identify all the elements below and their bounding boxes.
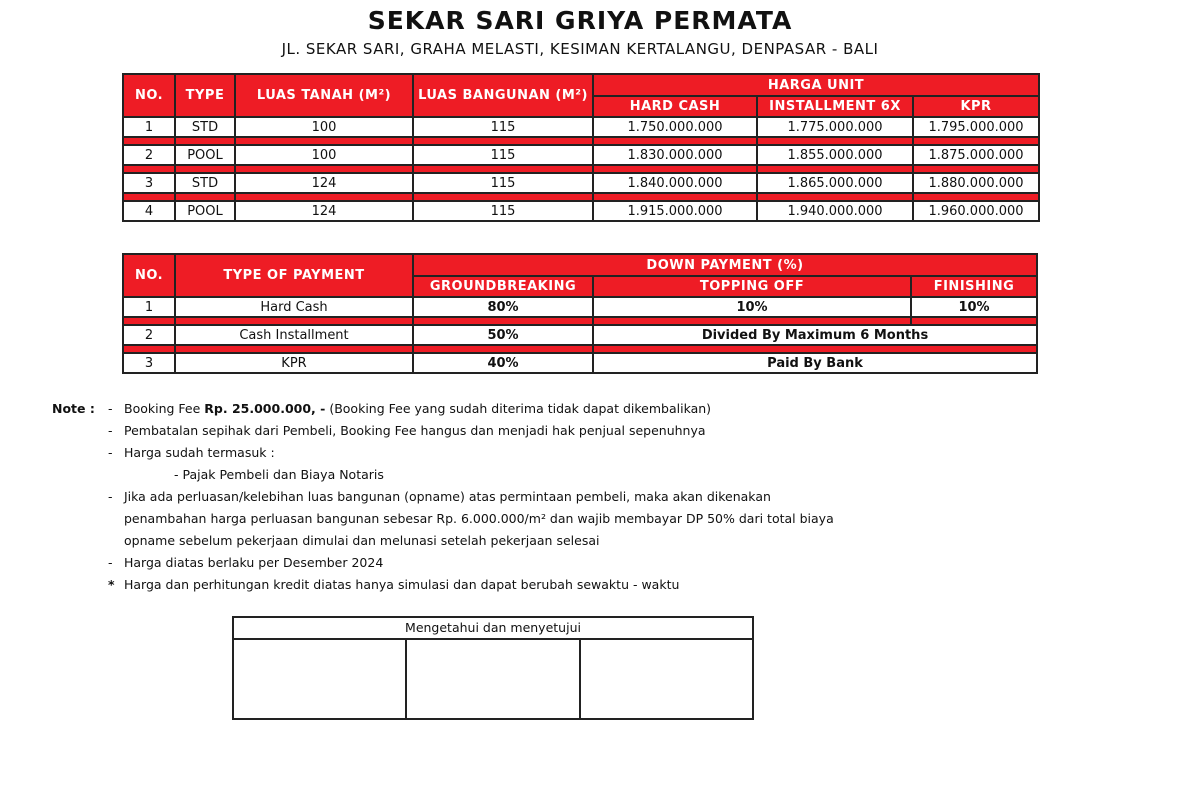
cell-type: STD [175, 173, 235, 193]
cell-building: 115 [413, 145, 593, 165]
cell-installment: 1.865.000.000 [757, 173, 913, 193]
dash-bullet: - [108, 445, 113, 460]
cell-no: 4 [123, 201, 175, 221]
cell-building: 115 [413, 201, 593, 221]
cell-type: STD [175, 117, 235, 137]
table-row [123, 325, 1037, 345]
row-separator [123, 345, 1037, 353]
note-text: Jika ada perluasan/kelebihan luas bangunan (opname) atas permintaan pembeli, maka akan dikenakan [124, 489, 771, 504]
col-header-groundbreaking: GROUNDBREAKING [413, 276, 593, 297]
cell-land: 100 [235, 117, 413, 137]
approval-box [232, 616, 754, 720]
booking-fee-prefix: Booking Fee [124, 401, 201, 416]
cell-installment: 1.775.000.000 [757, 117, 913, 137]
note-text: opname sebelum pekerjaan dimulai dan melunasi setelah pekerjaan selesai [124, 533, 600, 548]
row-separator [123, 165, 1039, 173]
cell-remaining-payment: Paid By Bank [593, 353, 1037, 373]
cell-remaining-payment: Divided By Maximum 6 Months [593, 325, 1037, 345]
col-header-unit-price: HARGA UNIT [593, 74, 1039, 96]
cell-groundbreaking: 50% [413, 325, 593, 345]
table-row [123, 201, 1039, 221]
cell-type: POOL [175, 145, 235, 165]
cell-payment-type: Cash Installment [175, 325, 413, 345]
cell-installment: 1.855.000.000 [757, 145, 913, 165]
cell-kpr: 1.875.000.000 [913, 145, 1039, 165]
note-validity [52, 552, 952, 574]
table-row [123, 173, 1039, 193]
note-includes-item [52, 464, 952, 486]
col-header-type-of-payment: TYPE OF PAYMENT [175, 254, 413, 297]
note-expansion-cont [52, 508, 952, 530]
note-text: Pembatalan sepihak dari Pembeli, Booking Fee hangus dan menjadi hak penjual sepenuhnya [124, 423, 706, 438]
cell-hard-cash: 1.750.000.000 [593, 117, 757, 137]
note-expansion-cont [52, 530, 952, 552]
col-header-land-area: LUAS TANAH (M²) [235, 74, 413, 117]
booking-fee-amount: Rp. 25.000.000, - [204, 401, 326, 416]
col-header-installment: INSTALLMENT 6X [757, 96, 913, 117]
note-cancellation [52, 420, 952, 442]
signature-cell [234, 640, 407, 720]
payment-table [122, 253, 1038, 374]
cell-installment: 1.940.000.000 [757, 201, 913, 221]
col-header-finishing: FINISHING [911, 276, 1037, 297]
row-separator [123, 137, 1039, 145]
table-row [123, 297, 1037, 317]
note-label: Note : [52, 401, 95, 416]
note-text: - Pajak Pembeli dan Biaya Notaris [174, 467, 384, 482]
cell-kpr: 1.880.000.000 [913, 173, 1039, 193]
cell-building: 115 [413, 173, 593, 193]
col-header-no: NO. [123, 254, 175, 297]
cell-no: 3 [123, 353, 175, 373]
cell-payment-type: KPR [175, 353, 413, 373]
cell-groundbreaking: 80% [413, 297, 593, 317]
approval-label: Mengetahui dan menyetujui [234, 618, 752, 640]
cell-kpr: 1.795.000.000 [913, 117, 1039, 137]
note-text: penambahan harga perluasan bangunan sebesar Rp. 6.000.000/m² dan wajib membayar DP 50% dari total biaya [124, 511, 834, 526]
cell-no: 1 [123, 297, 175, 317]
dash-bullet: - [108, 401, 113, 416]
cell-no: 2 [123, 325, 175, 345]
booking-fee-suffix: (Booking Fee yang sudah diterima tidak dapat dikembalikan) [329, 401, 712, 416]
note-text: Harga dan perhitungan kredit diatas hanya simulasi dan dapat berubah sewaktu - waktu [124, 577, 680, 592]
price-table [122, 73, 1040, 222]
col-header-hard-cash: HARD CASH [593, 96, 757, 117]
row-separator [123, 317, 1037, 325]
cell-groundbreaking: 40% [413, 353, 593, 373]
col-header-building-area: LUAS BANGUNAN (M²) [413, 74, 593, 117]
col-header-type: TYPE [175, 74, 235, 117]
col-header-no: NO. [123, 74, 175, 117]
cell-hard-cash: 1.840.000.000 [593, 173, 757, 193]
note-includes [52, 442, 952, 464]
cell-land: 124 [235, 173, 413, 193]
col-header-topping-off: TOPPING OFF [593, 276, 911, 297]
col-header-kpr: KPR [913, 96, 1039, 117]
note-disclaimer [52, 574, 952, 596]
asterisk-bullet: * [108, 577, 115, 592]
table-row [123, 145, 1039, 165]
cell-land: 100 [235, 145, 413, 165]
cell-finishing: 10% [911, 297, 1037, 317]
cell-hard-cash: 1.915.000.000 [593, 201, 757, 221]
page-title: SEKAR SARI GRIYA PERMATA [367, 6, 793, 35]
cell-land: 124 [235, 201, 413, 221]
col-header-down-payment: DOWN PAYMENT (%) [413, 254, 1037, 276]
cell-no: 3 [123, 173, 175, 193]
cell-topping-off: 10% [593, 297, 911, 317]
cell-hard-cash: 1.830.000.000 [593, 145, 757, 165]
cell-building: 115 [413, 117, 593, 137]
signature-cell [581, 640, 752, 720]
notes-section [52, 398, 952, 596]
page-subtitle: JL. SEKAR SARI, GRAHA MELASTI, KESIMAN KERTALANGU, DENPASAR - BALI [281, 40, 879, 58]
dash-bullet: - [108, 489, 113, 504]
signature-cell [407, 640, 580, 720]
note-text: Harga sudah termasuk : [124, 445, 275, 460]
cell-kpr: 1.960.000.000 [913, 201, 1039, 221]
cell-no: 1 [123, 117, 175, 137]
cell-type: POOL [175, 201, 235, 221]
dash-bullet: - [108, 555, 113, 570]
table-row [123, 117, 1039, 137]
note-text: Harga diatas berlaku per Desember 2024 [124, 555, 384, 570]
dash-bullet: - [108, 423, 113, 438]
row-separator [123, 193, 1039, 201]
table-row [123, 353, 1037, 373]
note-booking-fee [52, 398, 952, 420]
cell-payment-type: Hard Cash [175, 297, 413, 317]
cell-no: 2 [123, 145, 175, 165]
note-expansion [52, 486, 952, 508]
